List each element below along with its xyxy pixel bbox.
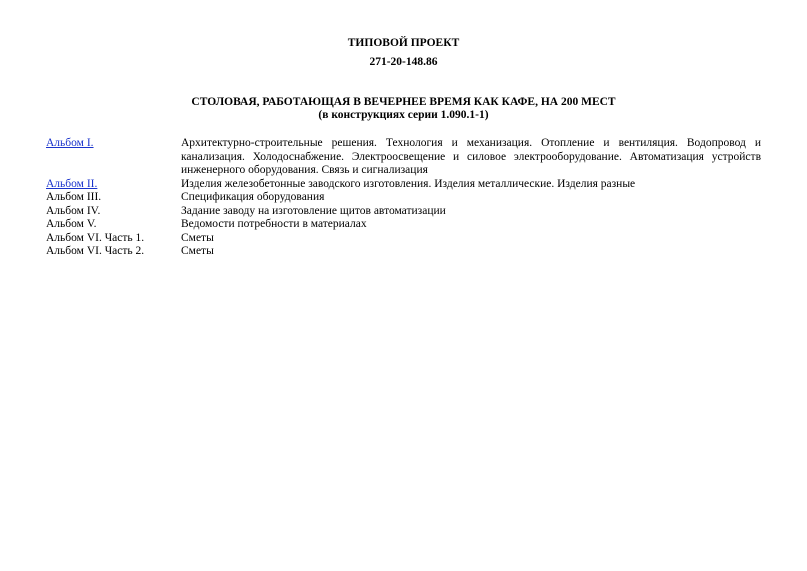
album-5-description: Ведомости потребности в материалах <box>181 218 367 230</box>
album-label-cell <box>46 178 181 192</box>
album-6-part-2-description: Сметы <box>181 245 214 257</box>
album-label-cell <box>46 137 181 151</box>
album-4-description: Задание заводу на изготовление щитов автоматизации <box>181 204 446 217</box>
album-6-part-2-label: Альбом VI. Часть 2. <box>46 245 145 257</box>
album-row-7 <box>46 245 761 259</box>
album-row-5 <box>46 218 761 232</box>
album-row-1 <box>46 137 761 178</box>
album-row-6 <box>46 232 761 246</box>
album-1-description: Архитектурно-строительные решения. Технология и механизация. Отопление и вентиляция. Водопровод и канализация. Холодоснабжение. Электроосвещение и силовое электрооборудование. Автоматизация устройств инженерного оборудования. Связь и сигнализация <box>181 137 761 176</box>
album-4-label: Альбом IV. <box>46 204 101 217</box>
album-row-3 <box>46 191 761 205</box>
album-1-link[interactable]: Альбом I. <box>46 137 94 149</box>
album-list <box>46 137 761 259</box>
album-row-4 <box>46 205 761 219</box>
document-type-heading: ТИПОВОЙ ПРОЕКТ <box>347 37 460 49</box>
project-code: 271-20-148.86 <box>369 56 438 68</box>
album-3-label: Альбом III. <box>46 191 102 203</box>
album-5-label: Альбом V. <box>46 218 97 230</box>
project-subtitle: (в конструкциях серии 1.090.1-1) <box>318 109 489 121</box>
album-3-description: Спецификация оборудования <box>181 191 325 203</box>
project-title: СТОЛОВАЯ, РАБОТАЮЩАЯ В ВЕЧЕРНЕЕ ВРЕМЯ КАК КАФЕ, НА 200 МЕСТ <box>191 96 616 108</box>
album-row-2 <box>46 178 761 192</box>
album-2-description: Изделия железобетонные заводского изготовления. Изделия металлические. Изделия разные <box>181 177 636 190</box>
album-6-part-1-description: Сметы <box>181 231 214 244</box>
album-2-link[interactable]: Альбом II. <box>46 177 98 190</box>
album-6-part-1-label: Альбом VI. Часть 1. <box>46 231 145 244</box>
